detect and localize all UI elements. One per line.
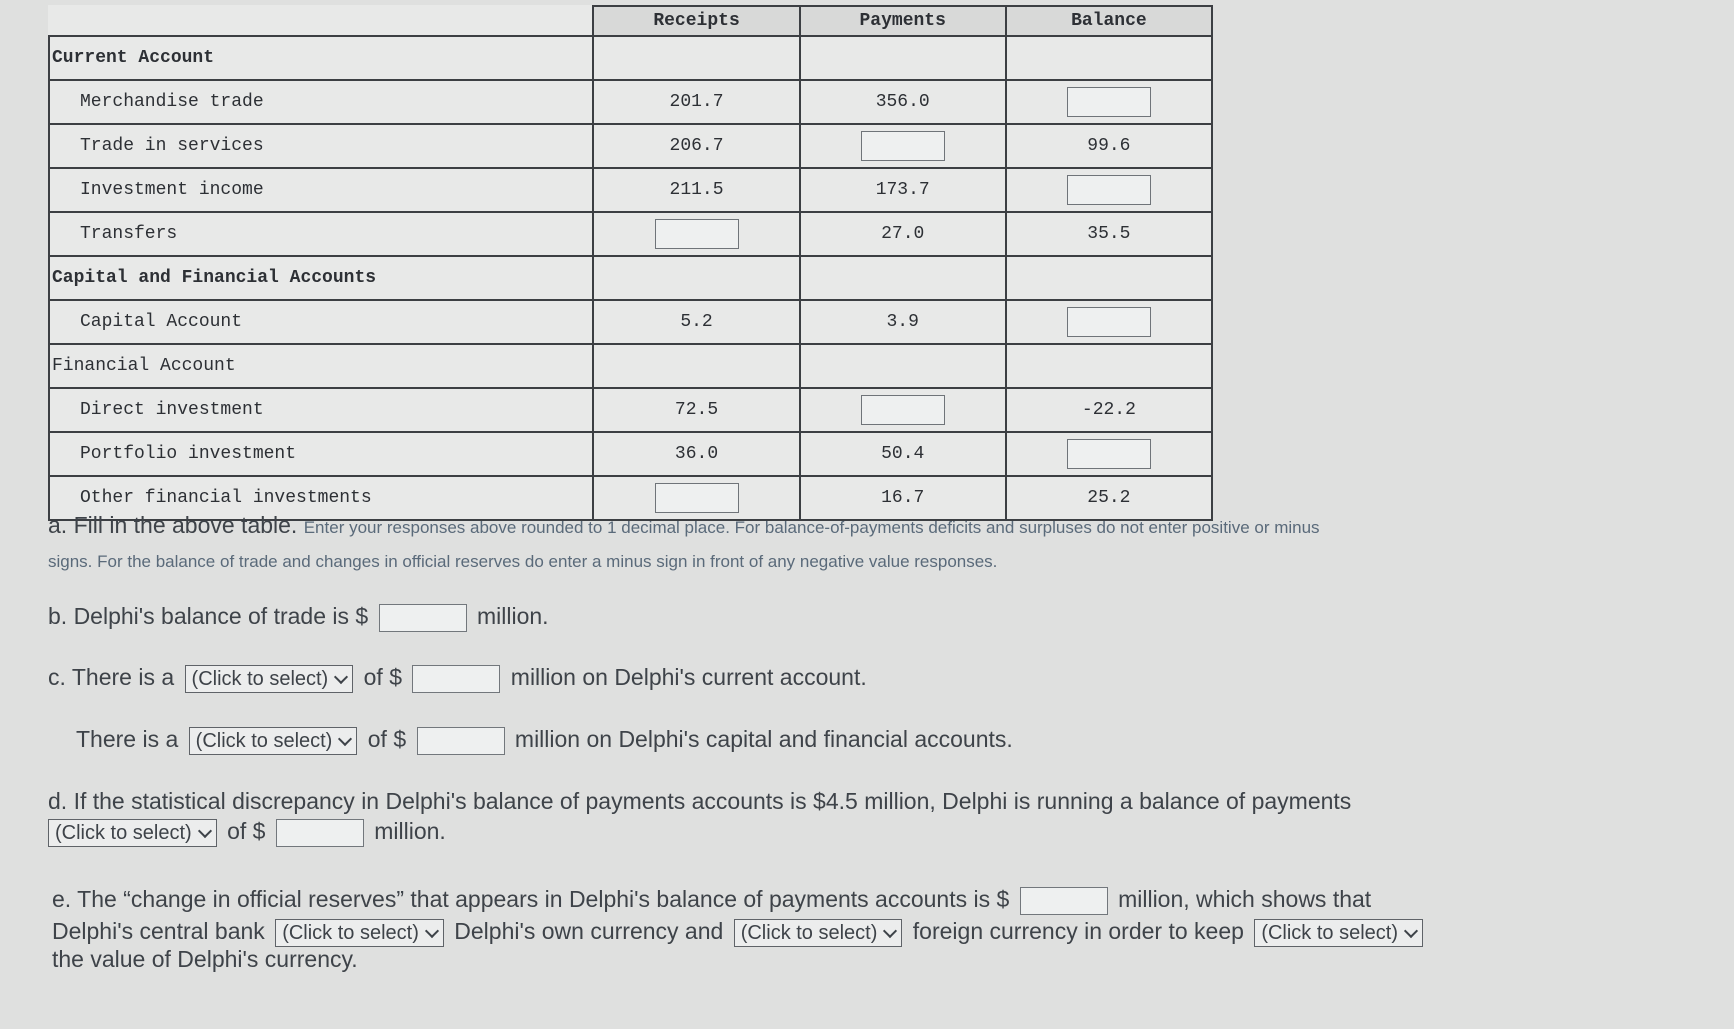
section-row-financial-account [49, 344, 1212, 388]
row-label: Portfolio investment [49, 432, 593, 476]
direct-investment-payments-input[interactable] [861, 395, 945, 425]
balance-of-payments-table [48, 5, 1213, 521]
receipts-cell: 201.7 [593, 80, 799, 124]
receipts-cell: 72.5 [593, 388, 799, 432]
balance-cell [1006, 168, 1212, 212]
select-label: (Click to select) [55, 821, 192, 844]
transfers-receipts-input[interactable] [655, 219, 739, 249]
row-label: Transfers [49, 212, 593, 256]
table-row [49, 80, 1212, 124]
currency-value-select[interactable] [1254, 919, 1423, 947]
question-e-suffix: million, which shows that [1118, 886, 1372, 912]
select-label: (Click to select) [191, 667, 329, 690]
balance-cell: 35.5 [1006, 212, 1212, 256]
section-current-account: Current Account [49, 36, 593, 80]
question-a-lead: a. Fill in the above table. [48, 512, 298, 538]
question-a [48, 512, 1320, 539]
current-account-select[interactable] [185, 665, 354, 693]
balance-cell [1006, 300, 1212, 344]
balance-cell [1006, 432, 1212, 476]
table-row [49, 168, 1212, 212]
table-row [49, 124, 1212, 168]
payments-cell: 173.7 [800, 168, 1006, 212]
payments-cell: 356.0 [800, 80, 1006, 124]
row-label: Direct investment [49, 388, 593, 432]
section-financial-account: Financial Account [49, 344, 593, 388]
investment-income-balance-input[interactable] [1067, 175, 1151, 205]
section-row-capital-financial [49, 256, 1212, 300]
question-d-line1 [48, 788, 1351, 815]
bop-select[interactable] [48, 819, 217, 847]
capital-financial-select[interactable] [189, 727, 358, 755]
payments-cell [800, 388, 1006, 432]
question-a-instructions-1: Enter your responses above rounded to 1 decimal place. For balance-of-payments deficits and surpluses do not enter positive or minus [303, 518, 1320, 537]
chevron-down-icon [334, 670, 348, 684]
receipts-cell [593, 212, 799, 256]
portfolio-investment-balance-input[interactable] [1067, 439, 1151, 469]
chevron-down-icon [1404, 924, 1418, 938]
row-label: Trade in services [49, 124, 593, 168]
question-c2-mid: of $ [367, 726, 407, 752]
foreign-currency-action-select[interactable] [734, 919, 903, 947]
question-d-text: d. If the statistical discrepancy in Delphi's balance of payments accounts is $4.5 million, Delphi is running a balance of payments [48, 788, 1352, 814]
services-payments-input[interactable] [861, 131, 945, 161]
question-e-line2 [52, 918, 1427, 947]
header-payments: Payments [800, 6, 1006, 36]
question-a-instructions-2: signs. For the balance of trade and changes in official reserves do enter a minus sign in front of any negative value responses. [48, 552, 998, 571]
payments-cell: 16.7 [800, 476, 1006, 520]
payments-cell [800, 124, 1006, 168]
balance-cell [1006, 80, 1212, 124]
question-e-line2-prefix: Delphi's central bank [52, 918, 265, 944]
question-d-suffix: million. [374, 818, 446, 844]
question-c2-suffix: million on Delphi's capital and financial accounts. [514, 726, 1013, 752]
select-label: (Click to select) [740, 921, 878, 944]
question-e-line2-mid2: foreign currency in order to keep [912, 918, 1244, 944]
receipts-cell: 36.0 [593, 432, 799, 476]
receipts-cell: 211.5 [593, 168, 799, 212]
question-e-line2-mid: Delphi's own currency and [454, 918, 724, 944]
question-c1 [48, 664, 867, 693]
header-balance: Balance [1006, 6, 1212, 36]
balance-cell: 25.2 [1006, 476, 1212, 520]
current-account-amount-input[interactable] [412, 665, 500, 693]
question-d-line2 [48, 818, 446, 847]
row-label: Capital Account [49, 300, 593, 344]
question-b-suffix: million. [476, 603, 549, 629]
question-c1-prefix: c. There is a [48, 664, 175, 690]
chevron-down-icon [425, 924, 439, 938]
question-a-line2 [48, 546, 997, 573]
question-c1-mid: of $ [363, 664, 402, 690]
receipts-cell: 206.7 [593, 124, 799, 168]
central-bank-action-select[interactable] [275, 919, 444, 947]
question-b [48, 603, 549, 632]
header-corner [49, 6, 593, 36]
question-d-mid: of $ [227, 818, 266, 844]
header-row [49, 6, 1212, 36]
section-row-current-account [49, 36, 1212, 80]
chevron-down-icon [198, 824, 212, 838]
bop-amount-input[interactable] [276, 819, 364, 847]
payments-cell: 3.9 [800, 300, 1006, 344]
merchandise-balance-input[interactable] [1067, 87, 1151, 117]
row-label: Other financial investments [49, 476, 593, 520]
other-financial-receipts-input[interactable] [655, 483, 739, 513]
capital-financial-amount-input[interactable] [417, 727, 505, 755]
payments-cell: 50.4 [800, 432, 1006, 476]
select-label: (Click to select) [195, 729, 333, 752]
chevron-down-icon [883, 924, 897, 938]
question-e-line1 [52, 886, 1371, 915]
question-c1-suffix: million on Delphi's current account. [510, 664, 867, 690]
official-reserves-input[interactable] [1020, 887, 1108, 915]
table-row [49, 388, 1212, 432]
question-c2 [76, 726, 1013, 755]
question-e-line3-text: the value of Delphi's currency. [52, 946, 358, 972]
header-receipts: Receipts [593, 6, 799, 36]
chevron-down-icon [338, 732, 352, 746]
receipts-cell: 5.2 [593, 300, 799, 344]
balance-cell: 99.6 [1006, 124, 1212, 168]
balance-of-trade-input[interactable] [379, 604, 467, 632]
row-label: Investment income [49, 168, 593, 212]
row-label: Merchandise trade [49, 80, 593, 124]
select-label: (Click to select) [1261, 921, 1399, 944]
balance-cell: -22.2 [1006, 388, 1212, 432]
table-row [49, 300, 1212, 344]
question-e-prefix: e. The “change in official reserves” that appears in Delphi's balance of payments accounts is $ [52, 886, 1010, 912]
table-row [49, 432, 1212, 476]
question-e-line3 [52, 946, 358, 973]
section-capital-financial: Capital and Financial Accounts [49, 256, 593, 300]
question-b-prefix: b. Delphi's balance of trade is $ [48, 603, 369, 629]
capital-account-balance-input[interactable] [1067, 307, 1151, 337]
question-c2-prefix: There is a [76, 726, 179, 752]
payments-cell: 27.0 [800, 212, 1006, 256]
select-label: (Click to select) [282, 921, 419, 944]
table-row [49, 212, 1212, 256]
